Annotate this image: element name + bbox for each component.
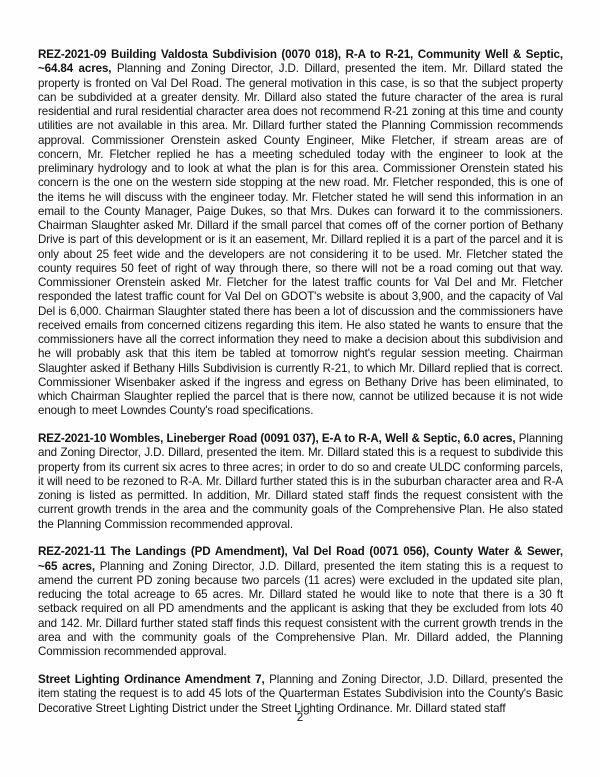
- agenda-item-text: Planning and Zoning Director, J.D. Dillard, presented the item. Mr. Dillard stated the property is fronted on Val Del Road. The general motivation in this case, is so that the subject property can be subdivided at a greater density. Mr. Dillard also stated the future character of the area is rural residential and rural residential character area does not recommend R-21 zoning at this time and county utilities are not available in this area. Mr. Dillard further stated the Planning Commission recommends approval. Commissioner Orenstein asked County Engineer, Mike Fletcher, if stream areas are of concern, Mr. Fletcher replied he has a meeting scheduled today with the engineer to look at the preliminary hydrology and to look at what the plan is for this area. Commissioner Orenstein stated his concern is the one on the western side stopping at the new road. Mr. Fletcher responded, this is one of the items he will discuss with the engineer today. Mr. Fletcher stated he will send this information in an email to the County Manager, Paige Dukes, so that Mrs. Dukes can forward it to the commissioners. Chairman Slaughter asked Mr. Dillard if the small parcel that comes off of the corner portion of Bethany Drive is part of this development or is it an easement, Mr. Dillard replied it is a part of the parcel and it is only about 25 feet wide and the developers are not considering it to be used. Mr. Fletcher stated the county requires 50 feet of right of way through there, so there will not be a road coming out that way. Commissioner Orenstein asked Mr. Fletcher for the latest traffic counts for Val Del and Mr. Fletcher responded the latest traffic count for Val Del on GDOT's website is about 3,900, and the capacity of Val Del is 6,000. Chairman Slaughter stated there has been a lot of discussion and the commissioners have received emails from concerned citizens regarding this item. He also stated he wants to ensure that the commissioners have all the correct information they need to make a decision about this subdivision and he will probably ask that this item be tabled at tomorrow night's regular session meeting. Chairman Slaughter asked if Bethany Hills Subdivision is currently R-21, to which Mr. Dillard replied that is correct. Commissioner Wisenbaker asked if the ingress and egress on Bethany Drive has been eliminated, to which Chairman Slaughter replied the parcel that is there now, cannot be utilized because it is not wide enough to meet Lowndes County's road specifications.: [38, 62, 563, 418]
- agenda-item-text: Planning and Zoning Director, J.D. Dillard, presented the item stating the request is to add 45 lots of the Quarterman Estates Subdivision into the County's Basic Decorative Street Lighting District under the Street Lighting Ordinance. Mr. Dillard stated staff: [38, 673, 563, 715]
- agenda-item-street-lighting-ordinance-amendment-7: [38, 673, 563, 716]
- agenda-item-heading: REZ-2021-09 Building Valdosta Subdivision (0070 018), R-A to R-21, Community Well & Septic, ~64.84 acres,: [38, 48, 563, 76]
- agenda-item-text: Planning and Zoning Director, J.D. Dillard, presented the item. Mr. Dillard stated this is a request to subdivide this property from its current six acres to three acres; in order to do so and create ULDC conforming parcels, it will need to be rezoned to R-A. Mr. Dillard further stated this is in the suburban character area and R-A zoning is listed as permitted. In addition, Mr. Dillard stated staff finds the request consistent with the current growth trends in the area and the community goals of the Comprehensive Plan. He also stated the Planning Commission recommended approval.: [38, 432, 563, 531]
- document-body: [38, 48, 563, 716]
- page-number: 2: [296, 711, 304, 724]
- agenda-item-rez-2021-09: [38, 48, 563, 419]
- agenda-item-text: Planning and Zoning Director, J.D. Dillard, presented the item stating this is a request to amend the current PD zoning because two parcels (11 acres) were excluded in the updated site plan, reducing the total acreage to 65 acres. Mr. Dillard stated he would like to note that there is a 30 ft setback required on all PD amendments and the applicant is asking that they be excluded from lots 40 and 142. Mr. Dillard further stated staff finds this request consistent with the current growth trends in the area and with the community goals of the Comprehensive Plan. Mr. Dillard added, the Planning Commission recommended approval.: [38, 559, 563, 659]
- agenda-item-heading: Street Lighting Ordinance Amendment 7,: [38, 673, 265, 687]
- agenda-item-rez-2021-11: [38, 545, 563, 659]
- agenda-item-heading: REZ-2021-10 Wombles, Lineberger Road (0091 037), E-A to R-A, Well & Septic, 6.0 acres,: [38, 432, 516, 446]
- agenda-item-rez-2021-10: [38, 432, 563, 532]
- agenda-item-heading: REZ-2021-11 The Landings (PD Amendment), Val Del Road (0071 056), County Water & Sewer, ~65 acres,: [38, 545, 563, 573]
